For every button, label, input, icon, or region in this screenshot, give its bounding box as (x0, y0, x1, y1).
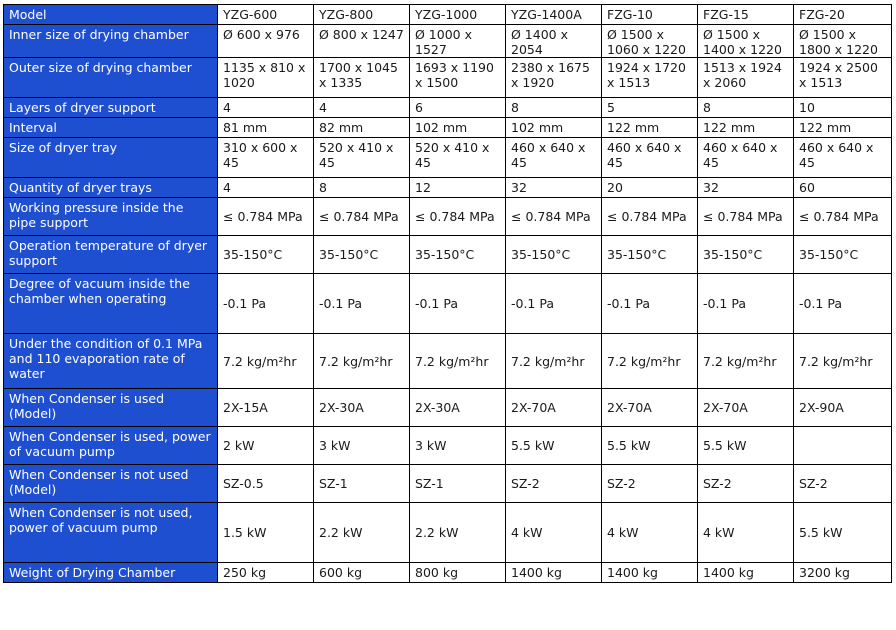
table-cell: 800 kg (410, 563, 506, 583)
table-cell: ≤ 0.784 MPa (218, 198, 314, 236)
table-cell: 5 (602, 98, 698, 118)
table-cell: 20 (602, 178, 698, 198)
table-cell: ≤ 0.784 MPa (794, 198, 892, 236)
table-cell: FZG-20 (794, 5, 892, 25)
table-cell: SZ-0.5 (218, 465, 314, 503)
table-cell: 5.5 kW (698, 427, 794, 465)
table-cell: Ø 1500 x 1800 x 1220 (794, 25, 892, 58)
table-cell: 7.2 kg/m²hr (698, 334, 794, 389)
table-row (4, 58, 892, 98)
table-cell: 520 x 410 x 45 (410, 138, 506, 178)
row-label: Weight of Drying Chamber (4, 563, 218, 583)
table-cell: 2X-15A (218, 389, 314, 427)
table-cell: 60 (794, 178, 892, 198)
row-label: When Condenser is used (Model) (4, 389, 218, 427)
table-cell: 4 (314, 98, 410, 118)
row-label: Layers of dryer support (4, 98, 218, 118)
table-cell: 122 mm (794, 118, 892, 138)
table-cell: 310 x 600 x 45 (218, 138, 314, 178)
table-cell: 2.2 kW (314, 503, 410, 563)
row-label: When Condenser is used, power of vacuum pump (4, 427, 218, 465)
table-cell: -0.1 Pa (506, 274, 602, 334)
table-cell: Ø 1500 x 1060 x 1220 (602, 25, 698, 58)
table-row (4, 465, 892, 503)
table-cell: 2X-70A (602, 389, 698, 427)
table-cell: ≤ 0.784 MPa (314, 198, 410, 236)
table-cell: 7.2 kg/m²hr (506, 334, 602, 389)
row-label: Working pressure inside the pipe support (4, 198, 218, 236)
table-cell: Ø 1500 x 1400 x 1220 (698, 25, 794, 58)
table-cell: 6 (410, 98, 506, 118)
table-cell: 2X-70A (698, 389, 794, 427)
table-cell: 1135 x 810 x 1020 (218, 58, 314, 98)
table-cell: 35-150°C (410, 236, 506, 274)
table-cell: ≤ 0.784 MPa (698, 198, 794, 236)
table-cell: 3200 kg (794, 563, 892, 583)
table-cell: 4 (218, 98, 314, 118)
table-row (4, 25, 892, 58)
table-cell: YZG-1000 (410, 5, 506, 25)
row-label: Quantity of dryer trays (4, 178, 218, 198)
table-cell: 460 x 640 x 45 (506, 138, 602, 178)
spec-table-body (4, 5, 892, 583)
table-row (4, 138, 892, 178)
table-cell: -0.1 Pa (794, 274, 892, 334)
table-cell: 3 kW (410, 427, 506, 465)
table-cell: 102 mm (410, 118, 506, 138)
row-label: When Condenser is not used, power of vacuum pump (4, 503, 218, 563)
table-cell: 1400 kg (506, 563, 602, 583)
table-cell: 7.2 kg/m²hr (410, 334, 506, 389)
table-row (4, 274, 892, 334)
table-cell: 8 (698, 98, 794, 118)
table-cell: 600 kg (314, 563, 410, 583)
table-cell: 4 kW (602, 503, 698, 563)
table-cell: 1.5 kW (218, 503, 314, 563)
table-cell: 35-150°C (218, 236, 314, 274)
table-cell: 1924 x 1720 x 1513 (602, 58, 698, 98)
table-row (4, 236, 892, 274)
table-row (4, 178, 892, 198)
table-cell: 8 (314, 178, 410, 198)
table-cell: 1924 x 2500 x 1513 (794, 58, 892, 98)
row-label: Degree of vacuum inside the chamber when operating (4, 274, 218, 334)
table-cell: -0.1 Pa (410, 274, 506, 334)
row-label: Outer size of drying chamber (4, 58, 218, 98)
table-cell: 35-150°C (794, 236, 892, 274)
table-cell: -0.1 Pa (314, 274, 410, 334)
table-cell: Ø 1400 x 2054 (506, 25, 602, 58)
table-cell: 2.2 kW (410, 503, 506, 563)
table-cell: 122 mm (698, 118, 794, 138)
table-cell: 460 x 640 x 45 (698, 138, 794, 178)
table-cell: 4 (218, 178, 314, 198)
table-cell: Ø 800 x 1247 (314, 25, 410, 58)
table-cell: 4 kW (506, 503, 602, 563)
table-cell: 8 (506, 98, 602, 118)
table-cell: 3 kW (314, 427, 410, 465)
table-cell: 82 mm (314, 118, 410, 138)
table-cell: YZG-1400A (506, 5, 602, 25)
table-cell: 1400 kg (698, 563, 794, 583)
table-row (4, 98, 892, 118)
row-label: Under the condition of 0.1 MPa and 110 evaporation rate of water (4, 334, 218, 389)
table-row (4, 334, 892, 389)
table-cell: 5.5 kW (602, 427, 698, 465)
table-cell: 2X-90A (794, 389, 892, 427)
table-cell: 7.2 kg/m²hr (794, 334, 892, 389)
table-cell: Ø 1000 x 1527 (410, 25, 506, 58)
table-cell: 5.5 kW (506, 427, 602, 465)
table-cell: 1400 kg (602, 563, 698, 583)
table-row (4, 503, 892, 563)
table-cell: 5.5 kW (794, 503, 892, 563)
table-row (4, 563, 892, 583)
row-label: Model (4, 5, 218, 25)
table-row (4, 427, 892, 465)
table-cell: 35-150°C (602, 236, 698, 274)
table-cell: 35-150°C (314, 236, 410, 274)
table-cell: -0.1 Pa (698, 274, 794, 334)
spec-table (3, 4, 892, 583)
table-cell: 122 mm (602, 118, 698, 138)
table-cell: SZ-2 (698, 465, 794, 503)
table-cell: -0.1 Pa (218, 274, 314, 334)
table-cell: 2X-30A (314, 389, 410, 427)
table-cell: 7.2 kg/m²hr (602, 334, 698, 389)
table-row (4, 389, 892, 427)
table-cell: 81 mm (218, 118, 314, 138)
table-cell: SZ-2 (602, 465, 698, 503)
table-cell: 460 x 640 x 45 (794, 138, 892, 178)
table-cell: ≤ 0.784 MPa (506, 198, 602, 236)
table-cell: SZ-1 (314, 465, 410, 503)
table-cell: Ø 600 x 976 (218, 25, 314, 58)
table-cell: 1513 x 1924 x 2060 (698, 58, 794, 98)
table-cell: SZ-2 (506, 465, 602, 503)
table-cell: SZ-2 (794, 465, 892, 503)
table-cell: 1700 x 1045 x 1335 (314, 58, 410, 98)
table-cell: YZG-800 (314, 5, 410, 25)
table-cell: 460 x 640 x 45 (602, 138, 698, 178)
table-cell: 7.2 kg/m²hr (314, 334, 410, 389)
table-cell: 1693 x 1190 x 1500 (410, 58, 506, 98)
table-cell: SZ-1 (410, 465, 506, 503)
table-row (4, 198, 892, 236)
table-cell: 35-150°C (698, 236, 794, 274)
table-row (4, 118, 892, 138)
table-cell: -0.1 Pa (602, 274, 698, 334)
table-cell: FZG-15 (698, 5, 794, 25)
table-row (4, 5, 892, 25)
table-cell: 250 kg (218, 563, 314, 583)
table-cell: 35-150°C (506, 236, 602, 274)
table-cell: 520 x 410 x 45 (314, 138, 410, 178)
table-cell: 32 (506, 178, 602, 198)
row-label: Operation temperature of dryer support (4, 236, 218, 274)
row-label: Size of dryer tray (4, 138, 218, 178)
table-cell: 32 (698, 178, 794, 198)
table-cell: YZG-600 (218, 5, 314, 25)
table-cell: 4 kW (698, 503, 794, 563)
table-cell: 10 (794, 98, 892, 118)
row-label: Interval (4, 118, 218, 138)
table-cell: FZG-10 (602, 5, 698, 25)
table-cell: 102 mm (506, 118, 602, 138)
table-cell: 7.2 kg/m²hr (218, 334, 314, 389)
table-cell (794, 427, 892, 465)
row-label: When Condenser is not used (Model) (4, 465, 218, 503)
table-cell: 12 (410, 178, 506, 198)
row-label: Inner size of drying chamber (4, 25, 218, 58)
table-cell: 2 kW (218, 427, 314, 465)
table-cell: 2X-70A (506, 389, 602, 427)
table-cell: 2X-30A (410, 389, 506, 427)
table-cell: ≤ 0.784 MPa (602, 198, 698, 236)
table-cell: 2380 x 1675 x 1920 (506, 58, 602, 98)
table-cell: ≤ 0.784 MPa (410, 198, 506, 236)
